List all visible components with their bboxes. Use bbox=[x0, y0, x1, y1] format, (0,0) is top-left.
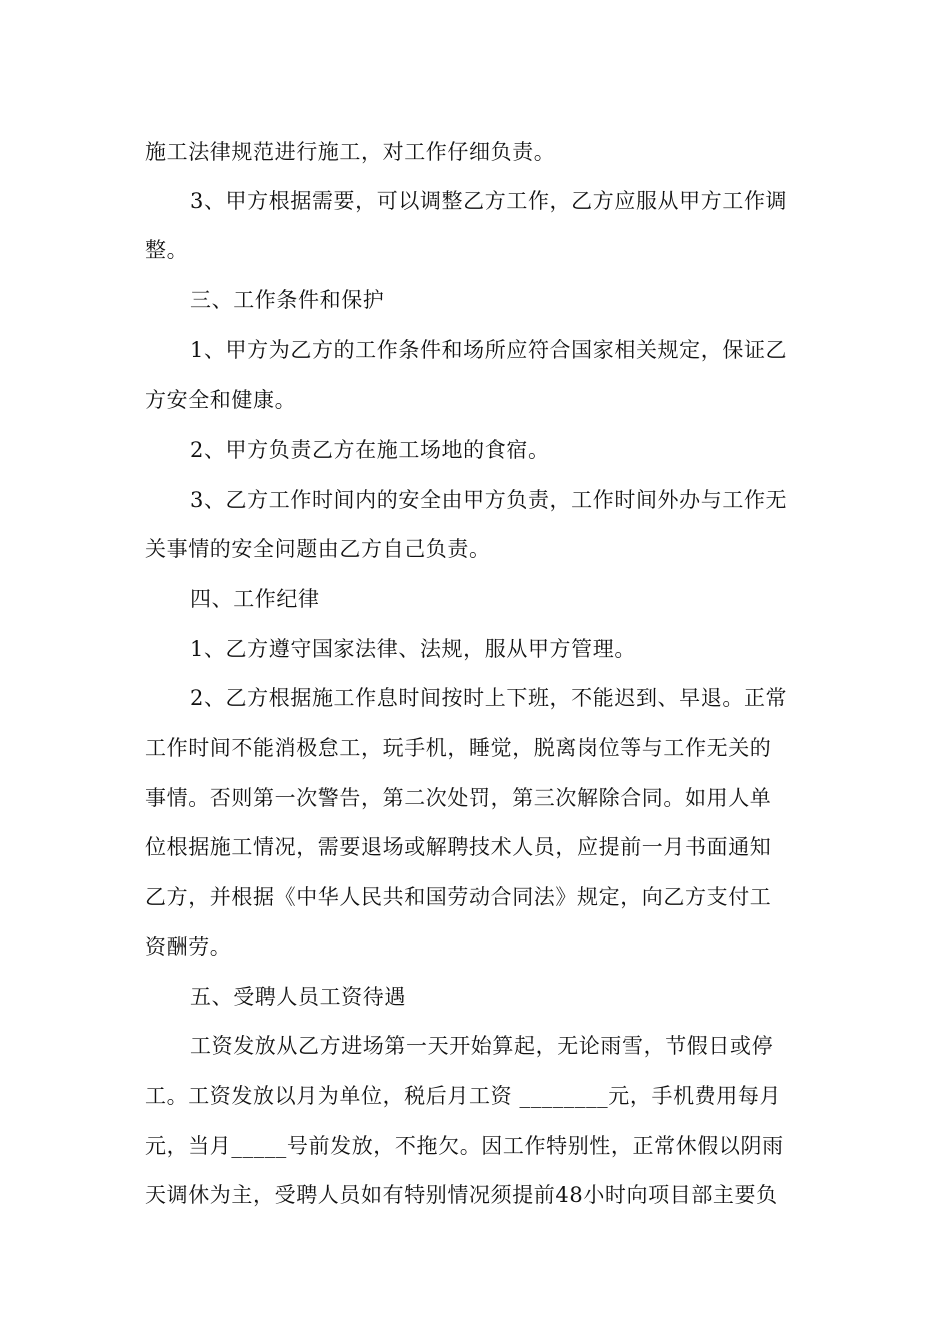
section-heading: 四、工作纪律 bbox=[190, 587, 320, 611]
text-line: 1、甲方为乙方的工作条件和场所应符合国家相关规定，保证乙 bbox=[190, 338, 788, 362]
section-heading: 三、工作条件和保护 bbox=[190, 288, 385, 312]
text-line: 施工法律规范进行施工，对工作仔细负责。 bbox=[145, 140, 556, 164]
text-line: 方安全和健康。 bbox=[145, 388, 297, 412]
text-line: 2、乙方根据施工作息时间按时上下班，不能迟到、早退。正常 bbox=[190, 686, 788, 710]
text-line: 2、甲方负责乙方在施工场地的食宿。 bbox=[190, 438, 550, 462]
text-line: 工。工资发放以月为单位，税后月工资 ________元，手机费用每月 bbox=[145, 1084, 782, 1108]
text-line: 工资发放从乙方进场第一天开始算起，无论雨雪，节假日或停 bbox=[190, 1034, 774, 1058]
text-line: 天调休为主，受聘人员如有特别情况须提前48小时向项目部主要负 bbox=[145, 1183, 778, 1207]
text-line: 元，当月_____号前发放，不拖欠。因工作特别性，正常休假以阴雨 bbox=[145, 1134, 784, 1158]
text-line: 工作时间不能消极怠工，玩手机，睡觉，脱离岗位等与工作无关的 bbox=[145, 736, 772, 760]
text-line: 3、乙方工作时间内的安全由甲方负责，工作时间外办与工作无 bbox=[190, 488, 788, 512]
text-line: 资酬劳。 bbox=[145, 935, 232, 959]
section-heading: 五、受聘人员工资待遇 bbox=[190, 985, 406, 1009]
text-line: 乙方，并根据《中华人民共和国劳动合同法》规定，向乙方支付工 bbox=[145, 885, 772, 909]
text-line: 整。 bbox=[145, 238, 189, 262]
text-line: 关事情的安全问题由乙方自己负责。 bbox=[145, 537, 491, 561]
text-line: 位根据施工情况，需要退场或解聘技术人员，应提前一月书面通知 bbox=[145, 835, 772, 859]
text-line: 3、甲方根据需要，可以调整乙方工作，乙方应服从甲方工作调 bbox=[190, 189, 788, 213]
text-line: 1、乙方遵守国家法律、法规，服从甲方管理。 bbox=[190, 637, 636, 661]
text-line: 事情。否则第一次警告，第二次处罚，第三次解除合同。如用人单 bbox=[145, 786, 772, 810]
